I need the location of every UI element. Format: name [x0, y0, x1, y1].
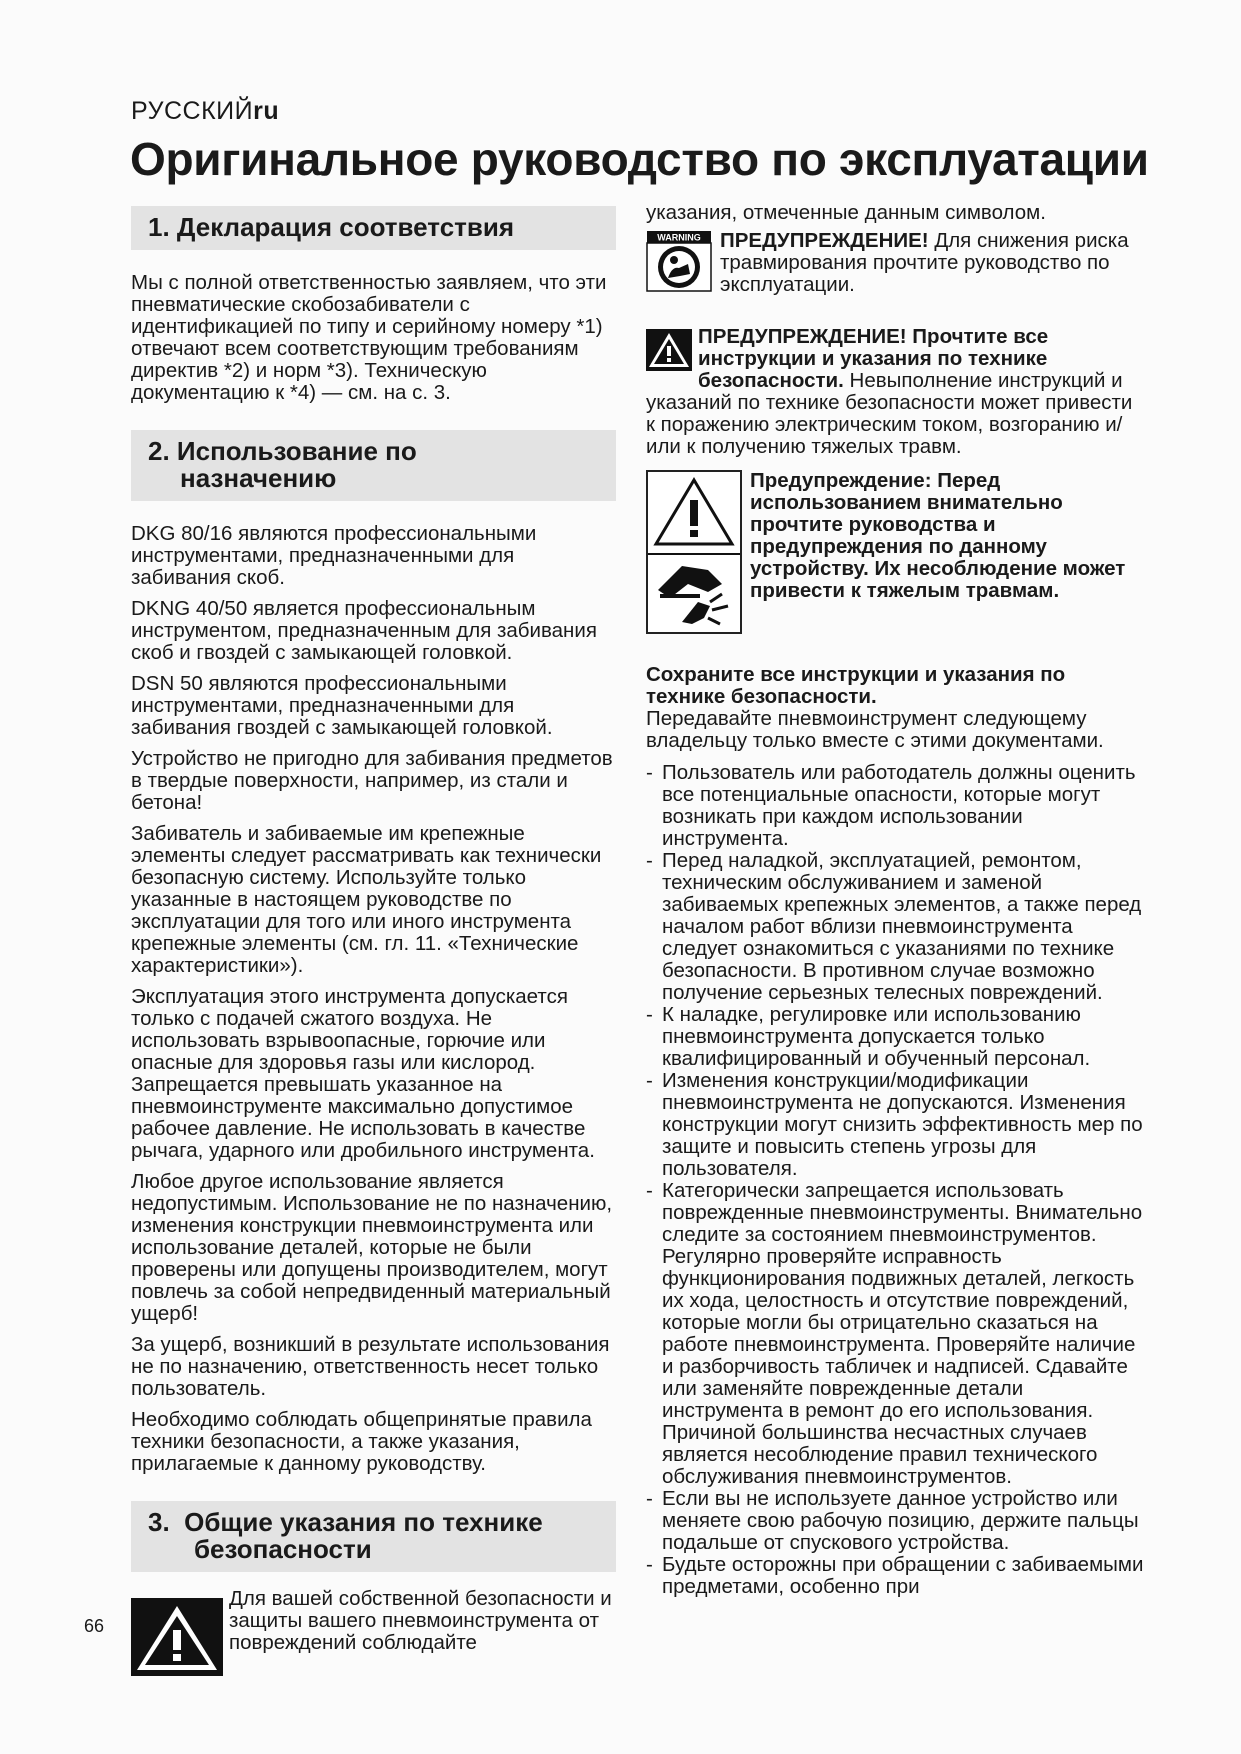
section-2-heading: 2. Использование по назначению	[131, 430, 616, 501]
safety-list	[646, 762, 1146, 1598]
section-2-paragraph: DKNG 40/50 является профессиональным инструментом, предназначенным для забивания скоб и гвоздей с замыкающей головкой.	[131, 597, 597, 664]
left-column	[131, 206, 616, 1676]
section-2-paragraph: Необходимо соблюдать общепринятые правила техники безопасности, а также указания, прилагаемые к данному руководству.	[131, 1408, 592, 1475]
read-all-warning: ПРЕДУПРЕЖДЕНИЕ! Прочтите все инструкции и указания по технике безопасности. Невыполнение инструкций и указаний по технике безопасности может привести к поражению электрическим током, возгоранию и/или к получению тяжелых травм.	[646, 325, 1133, 458]
page-title: Оригинальное руководство по эксплуатации	[130, 133, 1149, 185]
warning-triangle-icon	[131, 1598, 223, 1676]
section-2-paragraph: Устройство не пригодно для забивания предметов в твердые поверхности, например, из стали и бетона!	[131, 747, 613, 814]
read-manual-icon	[646, 230, 712, 292]
section-3-intro: Для вашей собственной безопасности и защиты вашего пневмоинструмента от повреждений соблюдайте	[229, 1587, 612, 1654]
tool-warning-text: Предупреждение: Перед использованием внимательно прочтите руководства и предупреждения по данному устройству. Их несоблюдение может привести к тяжелым травмам.	[750, 469, 1126, 602]
list-item: - Пользователь или работодатель должны оценить все потенциальные опасности, которые могут возникать при каждом использовании инструмента.	[646, 762, 1146, 850]
section-1-heading: 1. Декларация соответствия	[131, 206, 616, 250]
right-column	[646, 202, 1146, 1598]
section-2-paragraph: За ущерб, возникший в результате использования не по назначению, ответственность несет только пользователь.	[131, 1333, 610, 1400]
section-3-intro-block	[131, 1588, 616, 1676]
continuation-text: указания, отмеченные данным символом.	[646, 201, 1046, 224]
section-2-paragraph: Любое другое использование является недопустимым. Использование не по назначению, изменения конструкции пневмоинструмента или использование деталей, которые не были проверены или допущены производителем, могут повлечь за собой непредвиденный материальный ущерб!	[131, 1170, 613, 1325]
list-item: - Будьте осторожны при обращении с забиваемыми предметами, особенно при	[646, 1554, 1146, 1598]
section-1-text: Мы с полной ответственностью заявляем, что эти пневматические скобозабиватели с идентификацией по типу и серийному номеру *1) отвечают всем соответствующим требованиям директив *2) и норм *3). Техническую документацию к *4) — см. на с. 3.	[131, 271, 607, 404]
section-2-paragraph: DKG 80/16 являются профессиональными инструментами, предназначенными для забивания скоб.	[131, 522, 537, 589]
list-item: - Категорически запрещается использовать поврежденные пневмоинструменты. Внимательно следите за состоянием пневмоинструментов. Регулярно проверяйте исправность функционирования подвижных деталей, легкость их хода, целостность и отсутствие повреждений, которые могли бы отрицательно сказаться на работе пневмоинструмента. Проверяйте наличие и разборчивость табличек и надписей. Сдавайте или заменяйте поврежденные детали инструмента в ремонт до его использования. Причиной большинства несчастных случаев является несоблюдение правил технического обслуживания пневмоинструментов.	[646, 1180, 1146, 1488]
section-2-paragraph: DSN 50 являются профессиональными инструментами, предназначенными для забивания гвоздей с замыкающей головкой.	[131, 672, 553, 739]
list-item: - Изменения конструкции/модификации пневмоинструмента не допускаются. Изменения конструкции могут снизить эффективность мер по защите и повысить степень угрозы для пользователя.	[646, 1070, 1146, 1180]
list-item: - К наладке, регулировке или использованию пневмоинструмента допускается только квалифицированный и обученный персонал.	[646, 1004, 1146, 1070]
keep-instructions-heading: Сохраните все инструкции и указания по технике безопасности.	[646, 663, 1066, 708]
hazard-pictogram-icon	[646, 470, 742, 634]
list-item: - Перед наладкой, эксплуатацией, ремонтом, техническим обслуживанием и заменой забиваемых крепежных элементов, а также перед началом работ вблизи пневмоинструмента следует ознакомиться с указаниями по технике безопасности. В противном случае возможно получение серьезных телесных повреждений.	[646, 850, 1146, 1004]
warning-triangle-icon	[646, 329, 692, 371]
warning-label: WARNING	[657, 232, 701, 243]
language-label: РУССКИЙru	[131, 97, 280, 125]
section-3-heading: 3. Общие указания по технике безопасности	[131, 1501, 616, 1572]
read-manual-warning: WARNING ПРЕДУПРЕЖДЕНИЕ! Для снижения риска травмирования прочтите руководство по эксплуатации.	[646, 230, 1146, 296]
section-2-paragraph: Забиватель и забиваемые им крепежные элементы следует рассматривать как технически безопасную систему. Используйте только указанные в настоящем руководстве по эксплуатации для того или иного инструмента крепежные элементы (см. гл. 11. «Технические характеристики»).	[131, 822, 602, 977]
section-2-paragraph: Эксплуатация этого инструмента допускается только с подачей сжатого воздуха. Не использовать взрывоопасные, горючие или опасные для здоровья газы или кислород. Запрещается превышать указанное на пневмоинструменте максимально допустимое рабочее давление. Не использовать в качестве рычага, ударного или дробильного инструмента.	[131, 985, 595, 1162]
tool-warning-box	[646, 470, 1146, 634]
page-number: 66	[84, 1616, 105, 1636]
list-item: - Если вы не используете данное устройство или меняете свою рабочую позицию, держите пальцы подальше от спускового устройства.	[646, 1488, 1146, 1554]
keep-instructions-text: Передавайте пневмоинструмент следующему владельцу только вместе с этими документами.	[646, 707, 1104, 752]
